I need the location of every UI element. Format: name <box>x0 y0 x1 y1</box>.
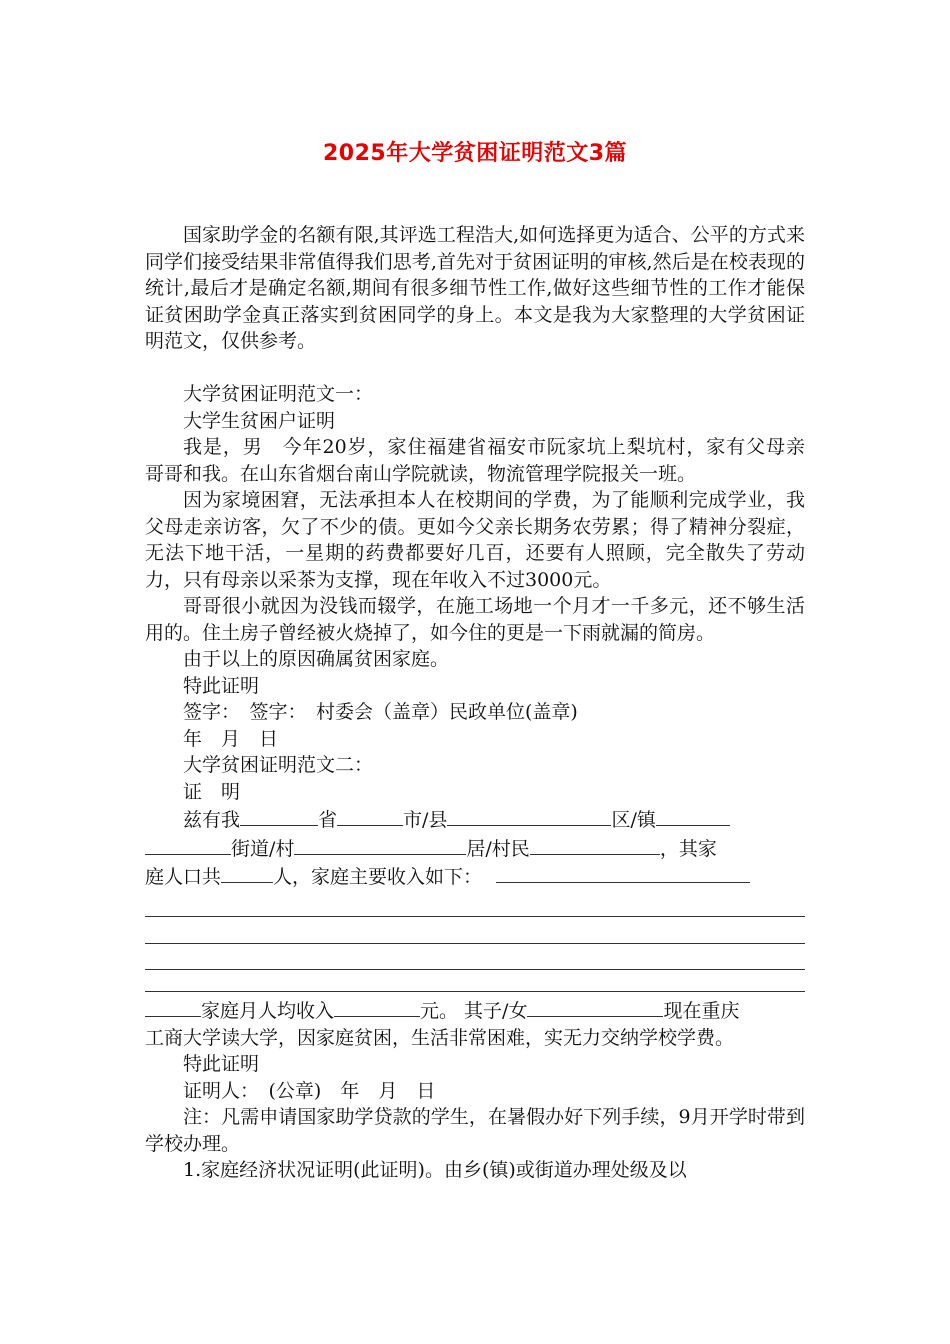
sample2-note: 注：凡需申请国家助学贷款的学生，在暑假办好下列手续，9月开学时带到学校办理。 <box>145 1106 805 1155</box>
form-intro-text: 兹有我 <box>183 809 241 831</box>
province-label: 省 <box>318 809 338 831</box>
sample1-subtitle: 大学生贫困户证明 <box>183 409 336 432</box>
monthly-label: 家庭月人均收入 <box>201 1000 335 1022</box>
document-body <box>145 222 825 1184</box>
study-label: 现在重庆 <box>663 1000 740 1022</box>
town-blank[interactable] <box>656 805 730 826</box>
sample1-paragraph-2: 因为家境困窘，无法承担本人在校期间的学费，为了能顺利完成学业，我父母走亲访客，欠了不少的债。更如今父亲长期务农劳累；得了精神分裂症，无法下地干活，一星期的药费都要好几百，还要有人照顾，完全散失了劳动力，只有母亲以采茶为支撑，现在年收入不过3000元。 <box>145 489 805 591</box>
sample2-subtitle: 证 明 <box>183 780 241 803</box>
street-blank[interactable] <box>294 834 466 855</box>
form-line-family <box>145 862 805 891</box>
sample2-certify: 特此证明 <box>183 1053 260 1075</box>
sample1-certify: 特此证明 <box>183 674 260 697</box>
form-line-street <box>145 834 805 863</box>
monthly-prefix-blank[interactable] <box>145 996 201 1017</box>
family-text-b: 庭人口共 <box>145 866 222 888</box>
sample1-heading: 大学贫困证明范文一： <box>183 383 374 405</box>
child-blank[interactable] <box>527 996 663 1017</box>
sample2-signer: 证明人： (公章) 年 月 日 <box>183 1079 436 1102</box>
city-label: 市/县 <box>403 809 448 831</box>
sample2-heading: 大学贫困证明范文二： <box>183 754 374 776</box>
income-rule-2[interactable] <box>145 917 805 944</box>
sample1-signature: 签字： 签字： 村委会（盖章）民政单位(盖章) <box>183 701 578 723</box>
province-blank[interactable] <box>240 805 318 826</box>
city-blank[interactable] <box>337 805 403 826</box>
sample1-paragraph-3: 哥哥很小就因为没钱而辍学，在施工场地一个月才一千多元，还不够生活用的。住土房子曾经被火烧掉了，如今住的更是一下雨就漏的简房。 <box>145 595 805 644</box>
form-tail: 工商大学读大学，因家庭贫困，生活非常困难，实无力交纳学校学费。 <box>145 1026 735 1049</box>
street-label: 街道/村 <box>231 837 295 860</box>
town-blank-continued[interactable] <box>145 834 231 855</box>
income-rule-1[interactable] <box>145 891 805 918</box>
family-text-a: ，其家 <box>659 837 717 860</box>
district-label: 区/镇 <box>611 809 656 831</box>
intro-paragraph: 国家助学金的名额有限,其评选工程浩大,如何选择更为适合、公平的方式来同学们接受结果非常值得我们思考,首先对于贫困证明的审核,然后是在校表现的统计,最后才是确定名额,期间有很多细节性工作,做好这些细节性的工作才能保证贫困助学金真正落实到贫困同学的身上。本文是我为大家整理的大学贫困证明范文，仅供参考。 <box>145 224 805 352</box>
sample1-paragraph-1: 我是，男 今年20岁，家住福建省福安市阮家坑上梨坑村，家有父母亲 哥哥和我。在山东省烟台南山学院就读，物流管理学院报关一班。 <box>145 436 825 485</box>
form-line-monthly <box>145 996 805 1025</box>
sample2-item-1: 1.家庭经济状况证明(此证明)。由乡(镇)或街道办理处级及以 <box>183 1159 687 1181</box>
income-rule-3[interactable] <box>145 944 805 971</box>
income-text: 人，家庭主要收入如下： <box>273 866 483 888</box>
spacer <box>145 355 805 382</box>
district-blank[interactable] <box>447 805 611 826</box>
yuan-label: 元。 其子/女 <box>420 1000 528 1022</box>
income-rule-4[interactable] <box>145 970 805 992</box>
resident-label: 居/村民 <box>466 837 530 860</box>
monthly-blank[interactable] <box>334 996 420 1017</box>
form-line-address <box>145 805 805 834</box>
family-count-blank[interactable] <box>221 862 273 883</box>
name-blank[interactable] <box>530 834 660 855</box>
income-blank[interactable] <box>496 862 750 883</box>
sample1-date: 年 月 日 <box>183 727 279 750</box>
sample1-paragraph-4: 由于以上的原因确属贫困家庭。 <box>183 648 450 670</box>
page-title: 2025年大学贫困证明范文3篇 <box>322 141 628 166</box>
